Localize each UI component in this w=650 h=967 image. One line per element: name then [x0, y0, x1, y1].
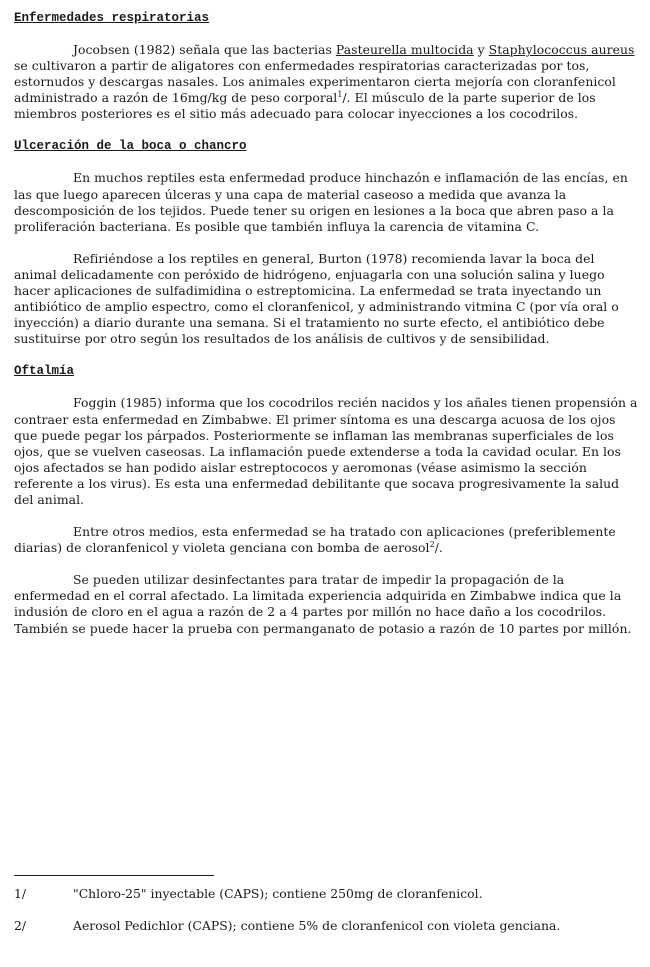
section-heading-respiratory: Enfermedades respiratorias	[14, 11, 210, 25]
footnote-ref: 1	[337, 90, 343, 100]
paragraph-ophthalmia-2: Entre otros medios, esta enfermedad se ha tratado con aplicaciones (preferiblemente diarias) de cloranfenicol y violeta genciana con bomba de aerosol$^2$/.	[14, 524, 616, 556]
section-heading-ophthalmia: Oftalmía	[14, 364, 75, 379]
paragraph-ophthalmia-3: Se pueden utilizar desinfectantes para tratar de impedir la propagación de la enfermedad en el corral afectado. La limitada experiencia adquirida en Zimbabwe indica que la indusión de cloro en el agua a razón de 2 a 4 partes por millón no hace daño a los cocodrilos. También se puede hacer la prueba con permanganato de potasio a razón de 10 partes por millón.	[14, 572, 632, 636]
footnote-divider	[14, 875, 214, 876]
footnote-mark: 1/	[14, 886, 27, 901]
paragraph-mouth-ulcer-2: Refiriéndose a los reptiles en general, Burton (1978) recomienda lavar la boca del animal delicadamente con peróxido de hidrógeno, enjuagarla con una solución salina y luego hacer aplicaciones de sulfadimidina o estreptomicina. La enfermedad se trata inyectando un antibiótico de amplio espectro, como el cloranfenicol, y administrando vitmina C (por vía oral o inyección) a diario durante una semana. Si el tratamiento no surte efecto, el antibiótico debe sustituirse por otro según los resultados de los análisis de cultivos y de sensibilidad.	[14, 250, 619, 347]
paragraph-respiratory: Jocobsen (1982) señala que las bacterias Pasteurella multocida y Staphylococcus aureus se cultivaron a partir de aligatores con enfermedades respiratorias caracterizadas por tos, estornudos y descargas nasales. Los animales experimentaron cierta mejoría con cloranfenicol administrado a razón de 16mg/kg de peso corporal$^1$/. El músculo de la parte superior de los miembros posteriores es el sitio más adecuado para colocar inyecciones a los cocodrilos.	[14, 42, 635, 122]
document-body	[14, 10, 638, 637]
paragraph-mouth-ulcer-1: En muchos reptiles esta enfermedad produce hinchazón e inflamación de las encías, en las que luego aparecen úlceras y una capa de material caseoso a medida que avanza la descomposición de los tejidos. Puede tener su origen en lesiones a la boca que abren paso a la proliferación bacteriana. Es posible que también influya la carencia de vitamina C.	[14, 170, 628, 234]
footnote-text: Aerosol Pedichlor (CAPS); contiene 5% de cloranfenicol con violeta genciana.	[73, 918, 561, 933]
paragraph-ophthalmia-1: Foggin (1985) informa que los cocodrilos recién nacidos y los añales tienen propensión a contraer esta enfermedad en Zimbabwe. El primer síntoma es una descarga acuosa de los ojos que puede pegar los párpados. Posteriormente se inflaman las membranas superficiales de los ojos, que se vuelven caseosas. La inflamación puede extenderse a toda la cavidad ocular. En los ojos afectados se han podido aislar estreptococos y aeromonas (véase asimismo la sección referente a los virus). Es esta una enfermedad debilitante que socava progresivamente la salud del animal.	[14, 395, 638, 507]
footnote-ref: 2	[429, 540, 435, 550]
footnote-text: "Chloro-25" inyectable (CAPS); contiene 250mg de cloranfenicol.	[73, 886, 483, 901]
footnote-1	[14, 886, 638, 901]
footnote-mark: 2/	[14, 918, 27, 933]
species-name: Pasteurella multocida	[335, 42, 474, 57]
footnote-2	[14, 918, 638, 933]
species-name: Staphylococcus aureus	[488, 42, 635, 57]
section-heading-mouth-ulcer: Ulceración de la boca o chancro	[14, 139, 247, 154]
